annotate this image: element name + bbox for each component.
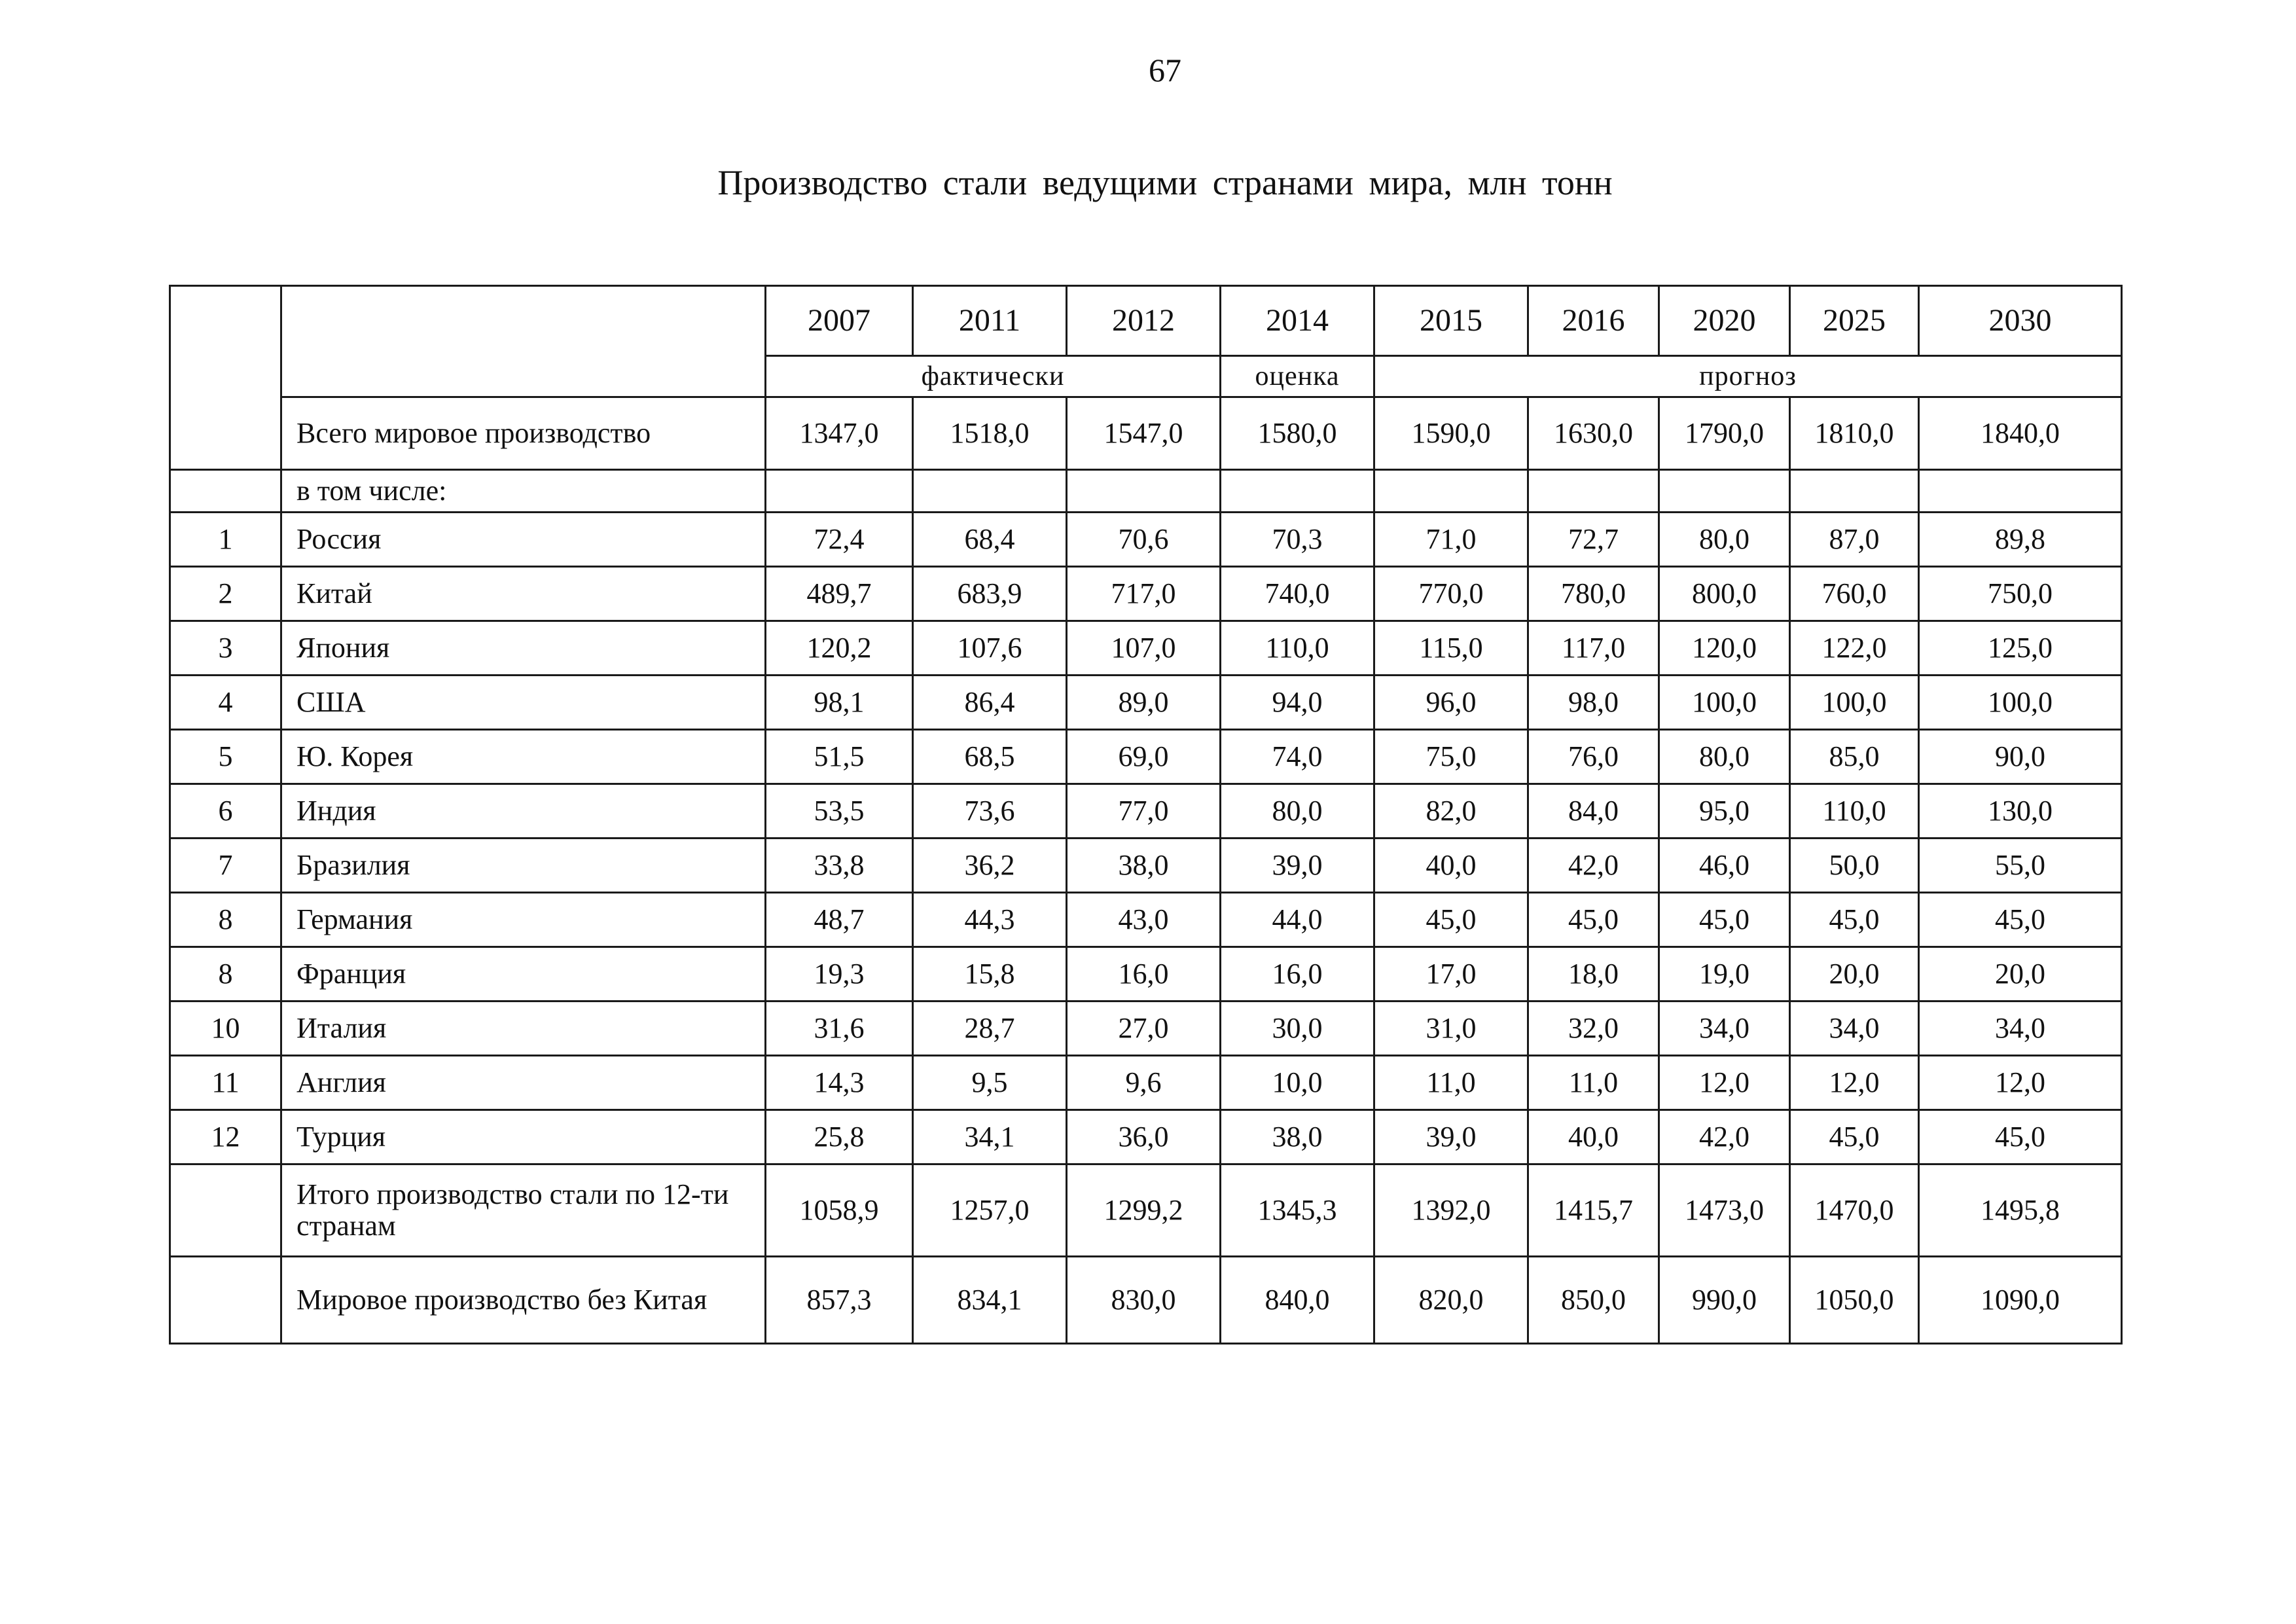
- country-row: [170, 784, 2122, 839]
- value-cell: 86,4: [913, 676, 1067, 730]
- value-cell: 1090,0: [1919, 1257, 2122, 1344]
- value-cell: 9,5: [913, 1056, 1067, 1110]
- value-cell: 40,0: [1528, 1110, 1659, 1164]
- value-cell: 117,0: [1528, 621, 1659, 676]
- country-name: Ю. Корея: [281, 730, 766, 784]
- value-cell: 96,0: [1374, 676, 1528, 730]
- value-cell: 44,3: [913, 893, 1067, 947]
- country-row: [170, 839, 2122, 893]
- value-cell: 110,0: [1221, 621, 1374, 676]
- value-cell: 16,0: [1067, 947, 1221, 1001]
- value-cell: 84,0: [1528, 784, 1659, 839]
- country-number: 3: [170, 621, 281, 676]
- value-cell: 34,0: [1659, 1001, 1790, 1056]
- value-cell: 25,8: [766, 1110, 913, 1164]
- value-cell: 53,5: [766, 784, 913, 839]
- value-cell: 1470,0: [1790, 1164, 1919, 1257]
- value-cell: 100,0: [1919, 676, 2122, 730]
- value-cell: [1067, 470, 1221, 513]
- value-cell: 94,0: [1221, 676, 1374, 730]
- value-cell: 80,0: [1221, 784, 1374, 839]
- value-cell: 34,0: [1790, 1001, 1919, 1056]
- country-name: США: [281, 676, 766, 730]
- value-cell: 130,0: [1919, 784, 2122, 839]
- value-cell: 857,3: [766, 1257, 913, 1344]
- value-cell: 740,0: [1221, 567, 1374, 621]
- country-number: 7: [170, 839, 281, 893]
- value-cell: 1050,0: [1790, 1257, 1919, 1344]
- value-cell: 770,0: [1374, 567, 1528, 621]
- country-name: Италия: [281, 1001, 766, 1056]
- value-cell: 683,9: [913, 567, 1067, 621]
- country-name: Китай: [281, 567, 766, 621]
- value-cell: 11,0: [1374, 1056, 1528, 1110]
- value-cell: 1392,0: [1374, 1164, 1528, 1257]
- value-cell: 76,0: [1528, 730, 1659, 784]
- value-cell: 1473,0: [1659, 1164, 1790, 1257]
- value-cell: 30,0: [1221, 1001, 1374, 1056]
- value-cell: 82,0: [1374, 784, 1528, 839]
- year-header-cell: 2030: [1919, 286, 2122, 356]
- value-cell: 68,4: [913, 513, 1067, 567]
- value-cell: [1374, 470, 1528, 513]
- value-cell: 107,0: [1067, 621, 1221, 676]
- year-header-cell: 2012: [1067, 286, 1221, 356]
- country-number: 8: [170, 893, 281, 947]
- value-cell: 45,0: [1528, 893, 1659, 947]
- value-cell: 72,4: [766, 513, 913, 567]
- value-cell: 75,0: [1374, 730, 1528, 784]
- country-row: [170, 730, 2122, 784]
- country-number: 6: [170, 784, 281, 839]
- value-cell: 51,5: [766, 730, 913, 784]
- country-row: [170, 513, 2122, 567]
- value-cell: 125,0: [1919, 621, 2122, 676]
- country-number: 8: [170, 947, 281, 1001]
- number-column-header: [170, 286, 281, 470]
- country-row: [170, 893, 2122, 947]
- group-forecast: прогноз: [1374, 356, 2122, 397]
- number-cell: [170, 470, 281, 513]
- world-total-label: Всего мировое производство: [281, 397, 766, 470]
- value-cell: 12,0: [1659, 1056, 1790, 1110]
- value-cell: 45,0: [1659, 893, 1790, 947]
- value-cell: 100,0: [1790, 676, 1919, 730]
- value-cell: 1415,7: [1528, 1164, 1659, 1257]
- country-number: 10: [170, 1001, 281, 1056]
- value-cell: 38,0: [1221, 1110, 1374, 1164]
- value-cell: 1580,0: [1221, 397, 1374, 470]
- year-header-row: [170, 286, 2122, 356]
- value-cell: 14,3: [766, 1056, 913, 1110]
- total-12-countries-row: [170, 1164, 2122, 1257]
- value-cell: [1528, 470, 1659, 513]
- year-header-cell: 2007: [766, 286, 913, 356]
- value-cell: 820,0: [1374, 1257, 1528, 1344]
- country-row: [170, 1056, 2122, 1110]
- value-cell: 44,0: [1221, 893, 1374, 947]
- including-row: [170, 470, 2122, 513]
- value-cell: 31,6: [766, 1001, 913, 1056]
- value-cell: 122,0: [1790, 621, 1919, 676]
- value-cell: 80,0: [1659, 513, 1790, 567]
- value-cell: 800,0: [1659, 567, 1790, 621]
- value-cell: 19,0: [1659, 947, 1790, 1001]
- value-cell: 19,3: [766, 947, 913, 1001]
- value-cell: 28,7: [913, 1001, 1067, 1056]
- steel-production-table: [169, 285, 2123, 1344]
- value-cell: 68,5: [913, 730, 1067, 784]
- value-cell: 95,0: [1659, 784, 1790, 839]
- value-cell: 16,0: [1221, 947, 1374, 1001]
- value-cell: 1790,0: [1659, 397, 1790, 470]
- value-cell: 36,2: [913, 839, 1067, 893]
- country-name: Индия: [281, 784, 766, 839]
- country-row: [170, 947, 2122, 1001]
- value-cell: 12,0: [1919, 1056, 2122, 1110]
- value-cell: 750,0: [1919, 567, 2122, 621]
- value-cell: 89,0: [1067, 676, 1221, 730]
- value-cell: 1257,0: [913, 1164, 1067, 1257]
- value-cell: 45,0: [1790, 893, 1919, 947]
- country-number: 4: [170, 676, 281, 730]
- value-cell: 20,0: [1790, 947, 1919, 1001]
- country-number: 2: [170, 567, 281, 621]
- value-cell: 48,7: [766, 893, 913, 947]
- country-name: Турция: [281, 1110, 766, 1164]
- value-cell: 1347,0: [766, 397, 913, 470]
- value-cell: 1345,3: [1221, 1164, 1374, 1257]
- value-cell: [913, 470, 1067, 513]
- country-name: Германия: [281, 893, 766, 947]
- number-cell: [170, 1257, 281, 1344]
- label-column-header: [281, 286, 766, 397]
- value-cell: 43,0: [1067, 893, 1221, 947]
- page-number: 67: [1149, 52, 1181, 88]
- value-cell: 1058,9: [766, 1164, 913, 1257]
- value-cell: 10,0: [1221, 1056, 1374, 1110]
- world-total-row: [170, 397, 2122, 470]
- value-cell: 830,0: [1067, 1257, 1221, 1344]
- value-cell: 45,0: [1919, 893, 2122, 947]
- value-cell: [1919, 470, 2122, 513]
- value-cell: 840,0: [1221, 1257, 1374, 1344]
- value-cell: 780,0: [1528, 567, 1659, 621]
- value-cell: 90,0: [1919, 730, 2122, 784]
- value-cell: 1495,8: [1919, 1164, 2122, 1257]
- value-cell: 77,0: [1067, 784, 1221, 839]
- value-cell: 760,0: [1790, 567, 1919, 621]
- including-label: в том числе:: [281, 470, 766, 513]
- country-name: Франция: [281, 947, 766, 1001]
- value-cell: 45,0: [1790, 1110, 1919, 1164]
- value-cell: 18,0: [1528, 947, 1659, 1001]
- world-without-china-label: Мировое производство без Китая: [281, 1257, 766, 1344]
- country-number: 5: [170, 730, 281, 784]
- value-cell: [1790, 470, 1919, 513]
- group-estimate: оценка: [1221, 356, 1374, 397]
- country-name: Япония: [281, 621, 766, 676]
- value-cell: 34,1: [913, 1110, 1067, 1164]
- year-header-cell: 2016: [1528, 286, 1659, 356]
- value-cell: 12,0: [1790, 1056, 1919, 1110]
- value-cell: 50,0: [1790, 839, 1919, 893]
- value-cell: 87,0: [1790, 513, 1919, 567]
- country-row: [170, 676, 2122, 730]
- value-cell: 73,6: [913, 784, 1067, 839]
- value-cell: 17,0: [1374, 947, 1528, 1001]
- value-cell: 71,0: [1374, 513, 1528, 567]
- value-cell: 85,0: [1790, 730, 1919, 784]
- value-cell: [766, 470, 913, 513]
- value-cell: 69,0: [1067, 730, 1221, 784]
- value-cell: 1630,0: [1528, 397, 1659, 470]
- value-cell: 46,0: [1659, 839, 1790, 893]
- value-cell: 31,0: [1374, 1001, 1528, 1056]
- value-cell: 55,0: [1919, 839, 2122, 893]
- value-cell: [1659, 470, 1790, 513]
- value-cell: 9,6: [1067, 1056, 1221, 1110]
- country-row: [170, 621, 2122, 676]
- value-cell: 990,0: [1659, 1257, 1790, 1344]
- country-row: [170, 1110, 2122, 1164]
- group-actual: фактически: [766, 356, 1221, 397]
- value-cell: 20,0: [1919, 947, 2122, 1001]
- value-cell: 80,0: [1659, 730, 1790, 784]
- value-cell: 70,6: [1067, 513, 1221, 567]
- number-cell: [170, 1164, 281, 1257]
- year-header-cell: 2025: [1790, 286, 1919, 356]
- value-cell: 39,0: [1221, 839, 1374, 893]
- country-row: [170, 1001, 2122, 1056]
- value-cell: 72,7: [1528, 513, 1659, 567]
- value-cell: 36,0: [1067, 1110, 1221, 1164]
- value-cell: 39,0: [1374, 1110, 1528, 1164]
- value-cell: 45,0: [1919, 1110, 2122, 1164]
- value-cell: 89,8: [1919, 513, 2122, 567]
- value-cell: 120,0: [1659, 621, 1790, 676]
- world-without-china-row: [170, 1257, 2122, 1344]
- value-cell: 1299,2: [1067, 1164, 1221, 1257]
- country-number: 1: [170, 513, 281, 567]
- value-cell: 717,0: [1067, 567, 1221, 621]
- value-cell: 38,0: [1067, 839, 1221, 893]
- total-12-label: Итого производство стали по 12-ти странам: [281, 1164, 766, 1257]
- value-cell: 42,0: [1659, 1110, 1790, 1164]
- value-cell: 32,0: [1528, 1001, 1659, 1056]
- value-cell: 45,0: [1374, 893, 1528, 947]
- value-cell: 850,0: [1528, 1257, 1659, 1344]
- value-cell: 120,2: [766, 621, 913, 676]
- value-cell: 98,0: [1528, 676, 1659, 730]
- country-name: Англия: [281, 1056, 766, 1110]
- value-cell: 1518,0: [913, 397, 1067, 470]
- value-cell: 1840,0: [1919, 397, 2122, 470]
- country-name: Россия: [281, 513, 766, 567]
- page-title: Производство стали ведущими странами мира, млн тонн: [717, 163, 1613, 202]
- value-cell: 107,6: [913, 621, 1067, 676]
- value-cell: 100,0: [1659, 676, 1790, 730]
- value-cell: 40,0: [1374, 839, 1528, 893]
- value-cell: 115,0: [1374, 621, 1528, 676]
- year-header-cell: 2020: [1659, 286, 1790, 356]
- country-number: 11: [170, 1056, 281, 1110]
- value-cell: 70,3: [1221, 513, 1374, 567]
- value-cell: 98,1: [766, 676, 913, 730]
- value-cell: 27,0: [1067, 1001, 1221, 1056]
- value-cell: 834,1: [913, 1257, 1067, 1344]
- country-number: 12: [170, 1110, 281, 1164]
- value-cell: 34,0: [1919, 1001, 2122, 1056]
- value-cell: 11,0: [1528, 1056, 1659, 1110]
- value-cell: [1221, 470, 1374, 513]
- value-cell: 33,8: [766, 839, 913, 893]
- year-header-cell: 2014: [1221, 286, 1374, 356]
- value-cell: 110,0: [1790, 784, 1919, 839]
- value-cell: 1590,0: [1374, 397, 1528, 470]
- value-cell: 1547,0: [1067, 397, 1221, 470]
- value-cell: 42,0: [1528, 839, 1659, 893]
- year-header-cell: 2015: [1374, 286, 1528, 356]
- year-header-cell: 2011: [913, 286, 1067, 356]
- value-cell: 15,8: [913, 947, 1067, 1001]
- value-cell: 74,0: [1221, 730, 1374, 784]
- country-name: Бразилия: [281, 839, 766, 893]
- value-cell: 489,7: [766, 567, 913, 621]
- value-cell: 1810,0: [1790, 397, 1919, 470]
- country-row: [170, 567, 2122, 621]
